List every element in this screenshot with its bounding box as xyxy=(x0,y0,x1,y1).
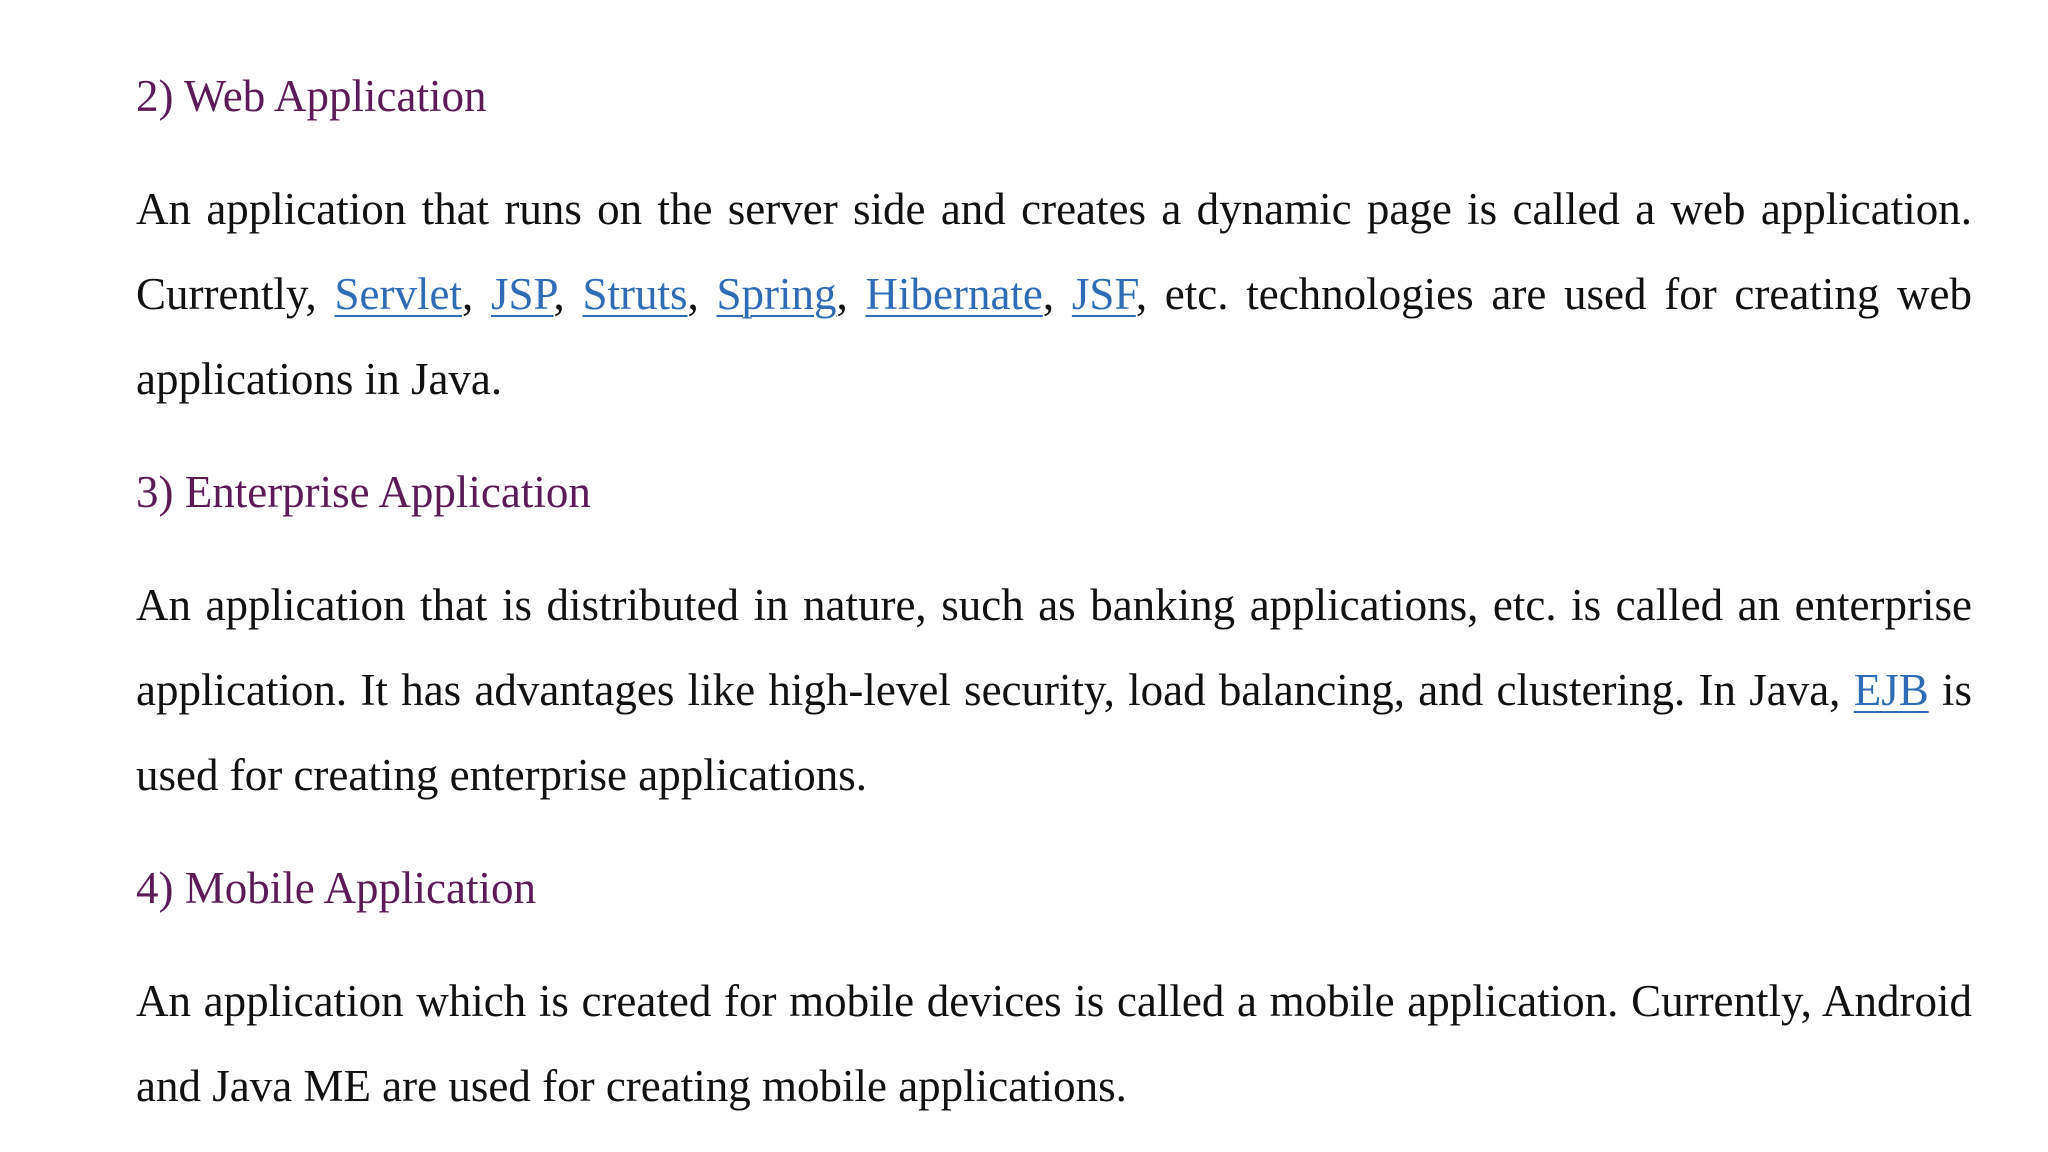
web-application-text-end: , etc. technologies are used for creating web applications in Java. xyxy=(136,269,1973,404)
mobile-application-heading: 4) Mobile Application xyxy=(136,863,536,913)
hibernate-link[interactable]: Hibernate xyxy=(865,269,1043,319)
web-application-text-start: An application that runs on the server side and creates a dynamic page is called a web application. Currently, xyxy=(136,184,1972,319)
link-separator: , xyxy=(687,269,717,319)
ejb-link[interactable]: EJB xyxy=(1853,665,1929,715)
web-application-paragraph xyxy=(136,167,1972,422)
enterprise-application-heading: 3) Enterprise Application xyxy=(136,467,591,517)
link-separator: , xyxy=(553,269,583,319)
jsp-link[interactable]: JSP xyxy=(490,269,554,319)
enterprise-application-paragraph xyxy=(136,563,1972,818)
link-separator: , xyxy=(461,269,491,319)
struts-link[interactable]: Struts xyxy=(582,269,688,319)
web-application-heading: 2) Web Application xyxy=(136,71,487,121)
mobile-application-paragraph: An application which is created for mobile devices is called a mobile application. Currently, Android and Java ME are used for creating mobile applications. xyxy=(136,976,1972,1111)
link-separator: , xyxy=(1042,269,1072,319)
jsf-link[interactable]: JSF xyxy=(1071,269,1136,319)
servlet-link[interactable]: Servlet xyxy=(334,269,462,319)
enterprise-application-text-end: is used for creating enterprise applications. xyxy=(136,665,1972,800)
link-separator: , xyxy=(836,269,866,319)
spring-link[interactable]: Spring xyxy=(716,269,837,319)
enterprise-application-text-start: An application that is distributed in nature, such as banking applications, etc. is called an enterprise application. It has advantages like high-level security, load balancing, and clustering. In Java, xyxy=(136,580,1972,715)
